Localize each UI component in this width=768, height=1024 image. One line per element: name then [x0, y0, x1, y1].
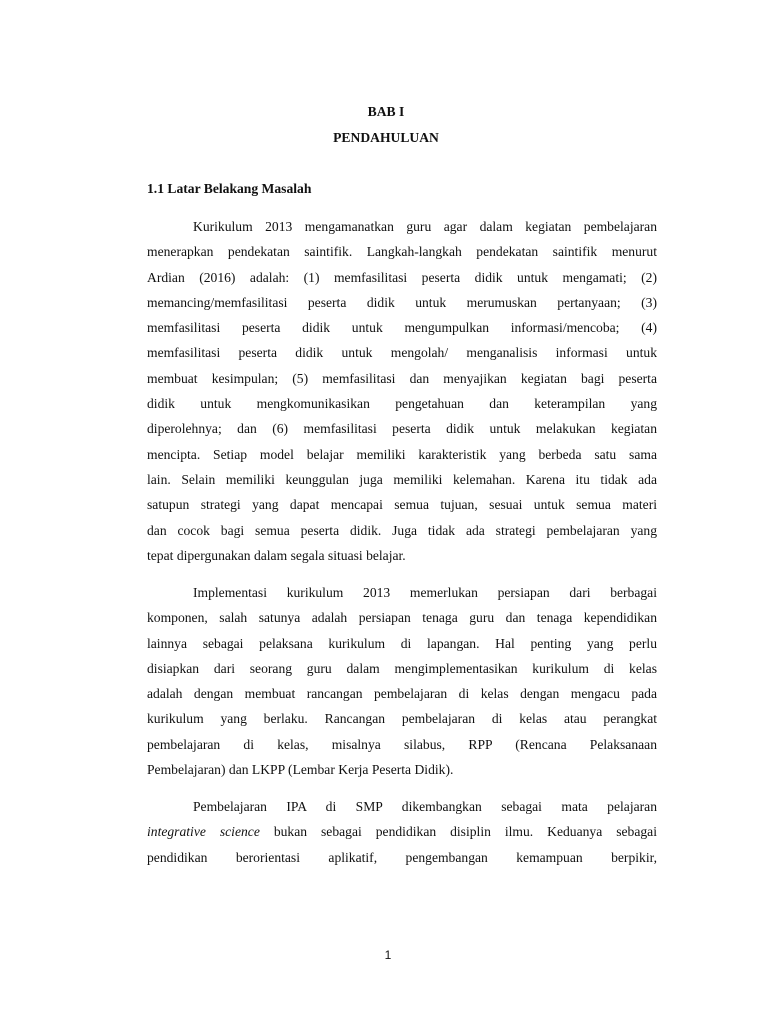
- paragraph-2-line: Implementasi kurikulum 2013 memerlukan persiapan dari berbagai: [193, 585, 657, 600]
- paragraph-3: [147, 794, 657, 870]
- paragraph-1-line: memfasilitasi peserta didik untuk mengolah/ menganalisis informasi untuk: [147, 345, 657, 361]
- paragraph-3-line-2: [147, 819, 657, 844]
- paragraph-1: [147, 214, 657, 568]
- italic-term: integrative science: [147, 824, 260, 840]
- paragraph-1-line: dan cocok bagi semua peserta didik. Juga tidak ada strategi pembelajaran yang: [147, 522, 657, 538]
- chapter-title: PENDAHULUAN: [333, 130, 439, 145]
- paragraph-3-line-1: Pembelajaran IPA di SMP dikembangkan sebagai mata pelajaran: [193, 799, 657, 814]
- paragraph-2-line: disiapkan dari seorang guru dalam mengimplementasikan kurikulum di kelas: [147, 660, 657, 676]
- page-number: 1: [384, 948, 392, 962]
- paragraph-1-line: membuat kesimpulan; (5) memfasilitasi dan menyajikan kegiatan bagi peserta: [147, 370, 657, 386]
- paragraph-2-line: kurikulum yang berlaku. Rancangan pembelajaran di kelas atau perangkat: [147, 711, 657, 727]
- paragraph-1-line: Ardian (2016) adalah: (1) memfasilitasi peserta didik untuk mengamati; (2): [147, 269, 657, 285]
- paragraph-2-line: lainnya sebagai pelaksana kurikulum di lapangan. Hal penting yang perlu: [147, 635, 657, 651]
- chapter-number: BAB I: [367, 104, 405, 119]
- paragraph-2-line: adalah dengan membuat rancangan pembelajaran di kelas dengan mengacu pada: [147, 686, 657, 702]
- paragraph-1-line: mencipta. Setiap model belajar memiliki karakteristik yang berbeda satu sama: [147, 446, 657, 462]
- section-heading: 1.1 Latar Belakang Masalah: [147, 181, 312, 196]
- paragraph-2-line: pembelajaran di kelas, misalnya silabus, RPP (Rencana Pelaksanaan: [147, 736, 657, 752]
- paragraph-2: [147, 580, 657, 782]
- paragraph-1-line: lain. Selain memiliki keunggulan juga memiliki kelemahan. Karena itu tidak ada: [147, 471, 657, 487]
- paragraph-1-line: memancing/memfasilitasi peserta didik untuk merumuskan pertanyaan; (3): [147, 294, 657, 310]
- paragraph-1-line: memfasilitasi peserta didik untuk mengumpulkan informasi/mencoba; (4): [147, 320, 657, 336]
- paragraph-1-line: diperolehnya; dan (6) memfasilitasi peserta didik untuk melakukan kegiatan: [147, 421, 657, 437]
- paragraph-3-line-3: pendidikan berorientasi aplikatif, pengembangan kemampuan berpikir,: [147, 849, 657, 865]
- paragraph-3-line-2-text: bukan sebagai pendidikan disiplin ilmu. Keduanya sebagai: [259, 824, 657, 840]
- paragraph-1-line: didik untuk mengkomunikasikan pengetahuan dan keterampilan yang: [147, 396, 657, 412]
- paragraph-1-line: menerapkan pendekatan saintifik. Langkah-langkah pendekatan saintifik menurut: [147, 244, 657, 260]
- paragraph-1-line: Kurikulum 2013 mengamanatkan guru agar dalam kegiatan pembelajaran: [193, 219, 657, 234]
- paragraph-2-line: Pembelajaran) dan LKPP (Lembar Kerja Peserta Didik).: [147, 762, 454, 778]
- paragraph-1-line: satupun strategi yang dapat mencapai semua tujuan, sesuai untuk semua materi: [147, 497, 657, 513]
- paragraph-1-line: tepat dipergunakan dalam segala situasi belajar.: [147, 547, 406, 563]
- paragraph-2-line: komponen, salah satunya adalah persiapan tenaga guru dan tenaga kependidikan: [147, 610, 657, 626]
